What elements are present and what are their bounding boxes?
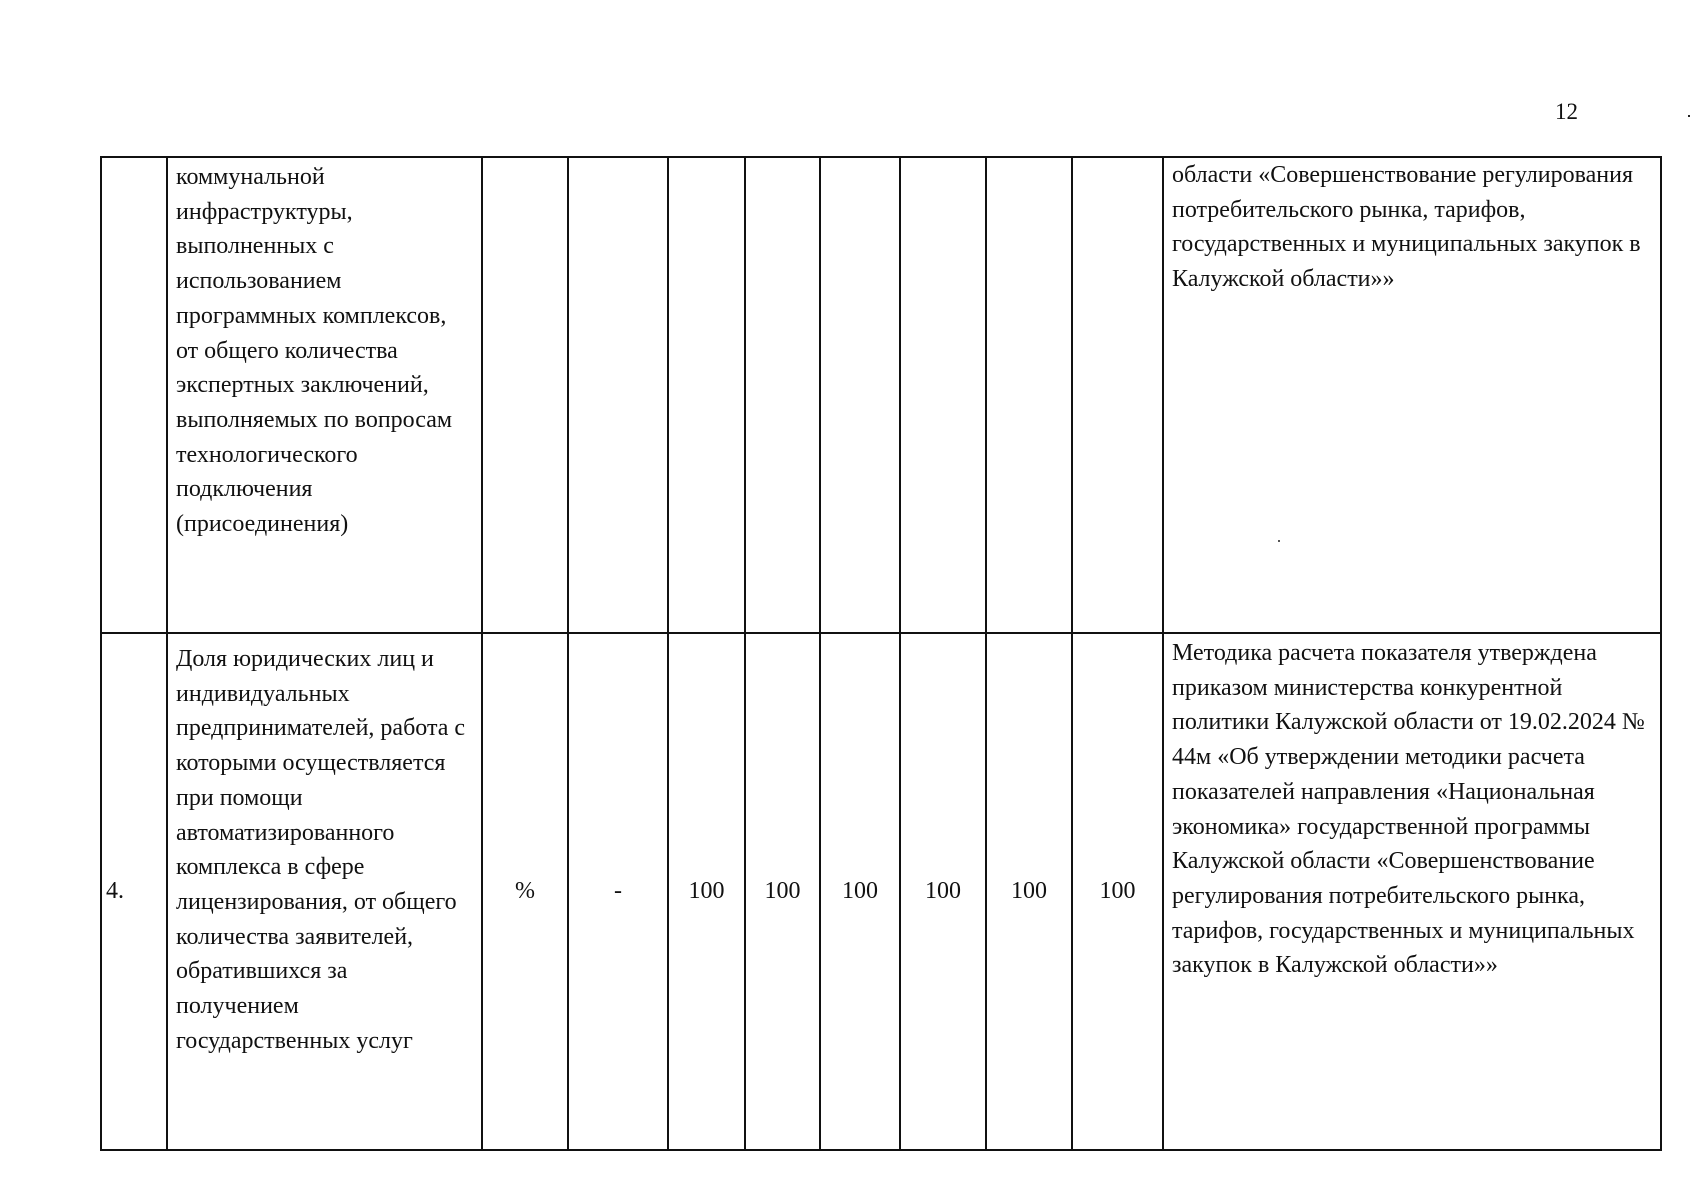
indicator-name-cell: коммунальной инфраструктуры, выполненных с использованием программных комплексов, от общего количества экспертных заключений, выполняемых по вопросам технологического подключения (присоединения) — [167, 157, 482, 633]
value-cell — [668, 157, 745, 633]
value-cell: 100 — [986, 633, 1072, 1150]
methodology-cell: области «Совершенствование регулирования потребительского рынка, тарифов, государственных и муниципальных закупок в Калужской области»» — [1163, 157, 1661, 633]
value-cell — [900, 157, 986, 633]
base-value-cell — [568, 157, 668, 633]
row-number-cell — [101, 157, 167, 633]
table-row — [101, 157, 1661, 633]
indicators-table — [100, 156, 1662, 1151]
unit-cell: % — [482, 633, 568, 1150]
methodology-cell: Методика расчета показателя утверждена приказом министерства конкурентной политики Калужской области от 19.02.2024 № 44м «Об утверждении методики расчета показателей направления «Национальная экономика» государственной программы Калужской области «Совершенствование регулирования потребительского рынка, тарифов, государственных и муниципальных закупок в Калужской области»» — [1163, 633, 1661, 1150]
value-cell: 100 — [1072, 633, 1163, 1150]
value-cell: 100 — [745, 633, 820, 1150]
value-cell — [745, 157, 820, 633]
value-cell: 100 — [820, 633, 900, 1150]
value-cell — [1072, 157, 1163, 633]
value-cell — [986, 157, 1072, 633]
row-number-cell: 4. — [101, 633, 167, 1150]
value-cell — [820, 157, 900, 633]
base-value-cell: - — [568, 633, 668, 1150]
table-row — [101, 633, 1661, 1150]
value-cell: 100 — [900, 633, 986, 1150]
value-cell: 100 — [668, 633, 745, 1150]
page-number: 12 — [1555, 99, 1578, 124]
indicator-name-cell: Доля юридических лиц и индивидуальных предпринимателей, работа с которыми осуществляется при помощи автоматизированного комплекса в сфере лицензирования, от общего количества заявителей, обратившихся за получением государственных услуг — [167, 633, 482, 1150]
stray-mark — [1688, 115, 1690, 117]
unit-cell — [482, 157, 568, 633]
